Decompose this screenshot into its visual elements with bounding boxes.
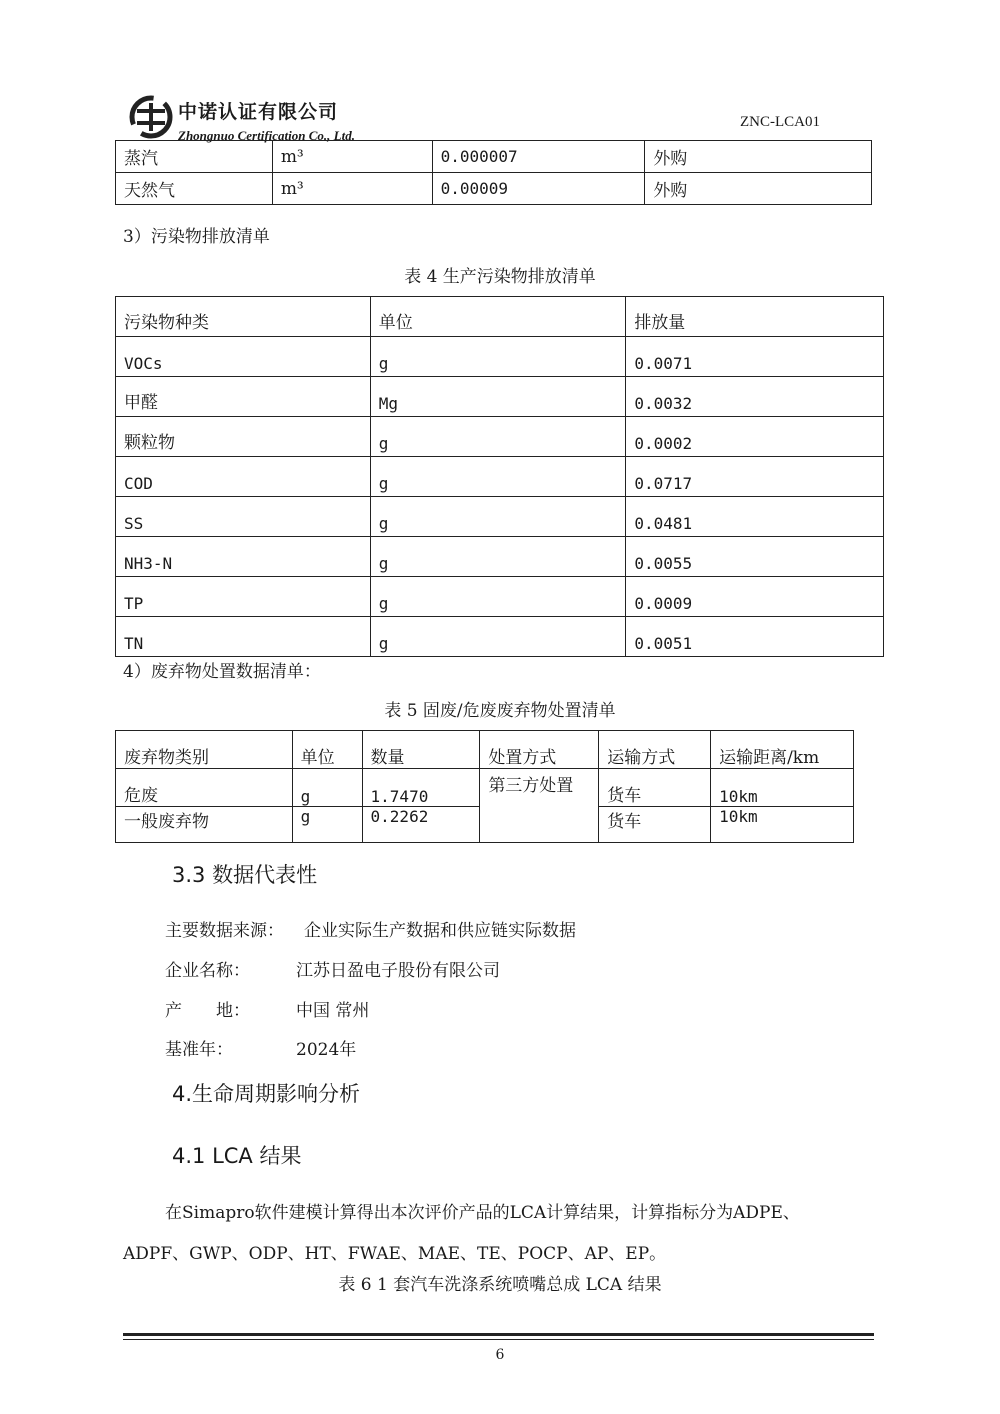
column-header: 运输方式 [599, 731, 711, 769]
waste-unit: g [292, 769, 362, 807]
section-3-3-heading: 3.3 数据代表性 [172, 863, 318, 887]
pollutant-amount: 0.0051 [626, 617, 884, 657]
pollutant-amount: 0.0055 [626, 537, 884, 577]
column-header: 排放量 [626, 297, 884, 337]
pollutant-amount: 0.0071 [626, 337, 884, 377]
column-header: 单位 [292, 731, 362, 769]
table-row [116, 577, 884, 617]
pollutant-type: TN [116, 617, 371, 657]
company-logo-icon [128, 94, 174, 140]
pollutant-amount: 0.0002 [626, 417, 884, 457]
pollutant-table-caption: 表 4 生产污染物排放清单 [404, 267, 596, 287]
company-name-label: 企业名称： [165, 961, 250, 981]
column-header: 运输距离/km [711, 731, 854, 769]
pollutant-unit: g [370, 457, 626, 497]
origin-value: 中国 常州 [296, 1001, 370, 1021]
energy-unit: m³ [272, 141, 432, 173]
pollutant-type: 颗粒物 [116, 417, 371, 457]
table-row [116, 769, 854, 807]
energy-name: 天然气 [116, 173, 273, 205]
section-4-heading: 4.生命周期影响分析 [172, 1082, 361, 1106]
pollutant-unit: g [370, 617, 626, 657]
waste-transport: 货车 [599, 769, 711, 807]
energy-unit: m³ [272, 173, 432, 205]
document-code: ZNC-LCA01 [740, 114, 820, 130]
waste-category: 一般废弃物 [116, 807, 293, 843]
pollutant-unit: g [370, 537, 626, 577]
data-source-value: 企业实际生产数据和供应链实际数据 [304, 921, 576, 941]
waste-distance: 10km [711, 807, 854, 843]
table-row [116, 537, 884, 577]
table-row [116, 173, 872, 205]
waste-amount: 1.7470 [362, 769, 480, 807]
waste-table-caption: 表 5 固废/危废废弃物处置清单 [384, 701, 616, 721]
energy-amount: 0.000007 [432, 141, 645, 173]
lca-paragraph-line1: 在Simapro软件建模计算得出本次评价产品的LCA计算结果，计算指标分为ADPE、 [165, 1203, 800, 1223]
column-header: 单位 [370, 297, 626, 337]
waste-disposal-method: 第三方处置 [480, 769, 599, 843]
pollutant-type: COD [116, 457, 371, 497]
waste-table [115, 730, 854, 843]
column-header: 处置方式 [480, 731, 599, 769]
pollutant-section-heading: 3）污染物排放清单 [123, 227, 270, 247]
data-source-label: 主要数据来源： [165, 921, 284, 941]
table-row [116, 497, 884, 537]
table-header-row [116, 297, 884, 337]
pollutant-unit: g [370, 337, 626, 377]
energy-table [115, 140, 872, 205]
column-header: 数量 [362, 731, 480, 769]
waste-distance: 10km [711, 769, 854, 807]
energy-source: 外购 [645, 141, 872, 173]
table-row [116, 377, 884, 417]
origin-label: 产 地： [165, 1001, 250, 1021]
waste-transport: 货车 [599, 807, 711, 843]
base-year-label: 基准年： [165, 1040, 233, 1060]
energy-name: 蒸汽 [116, 141, 273, 173]
waste-amount: 0.2262 [362, 807, 480, 843]
pollutant-unit: g [370, 417, 626, 457]
pollutant-unit: g [370, 497, 626, 537]
pollutant-amount: 0.0009 [626, 577, 884, 617]
table-row [116, 617, 884, 657]
column-header: 废弃物类别 [116, 731, 293, 769]
pollutant-amount: 0.0032 [626, 377, 884, 417]
pollutant-type: 甲醛 [116, 377, 371, 417]
base-year-value: 2024年 [296, 1040, 357, 1060]
table-row [116, 337, 884, 377]
footer-divider [123, 1333, 874, 1336]
company-name-value: 江苏日盈电子股份有限公司 [296, 961, 500, 981]
footer-divider-thin [123, 1339, 874, 1340]
energy-source: 外购 [645, 173, 872, 205]
pollutant-type: VOCs [116, 337, 371, 377]
waste-section-heading: 4）废弃物处置数据清单： [123, 662, 321, 682]
lca-table-caption: 表 6 1 套汽车洗涤系统喷嘴总成 LCA 结果 [338, 1275, 662, 1295]
company-name-en: Zhongnuo Certification Co., Ltd. [178, 128, 355, 143]
table-row [116, 457, 884, 497]
table-row [116, 141, 872, 173]
pollutant-amount: 0.0717 [626, 457, 884, 497]
pollutant-type: SS [116, 497, 371, 537]
column-header: 污染物种类 [116, 297, 371, 337]
table-header-row [116, 731, 854, 769]
energy-amount: 0.00009 [432, 173, 645, 205]
table-row [116, 417, 884, 457]
pollutant-type: TP [116, 577, 371, 617]
pollutant-unit: Mg [370, 377, 626, 417]
pollutant-type: NH3-N [116, 537, 371, 577]
lca-paragraph-line2: ADPF、GWP、ODP、HT、FWAE、MAE、TE、POCP、AP、EP。 [123, 1244, 667, 1264]
waste-category: 危废 [116, 769, 293, 807]
section-4-1-heading: 4.1 LCA 结果 [172, 1144, 302, 1168]
page-number: 6 [495, 1347, 505, 1363]
pollutant-table [115, 296, 884, 657]
waste-unit: g [292, 807, 362, 843]
company-name-cn: 中诺认证有限公司 [178, 101, 339, 123]
pollutant-amount: 0.0481 [626, 497, 884, 537]
pollutant-unit: g [370, 577, 626, 617]
